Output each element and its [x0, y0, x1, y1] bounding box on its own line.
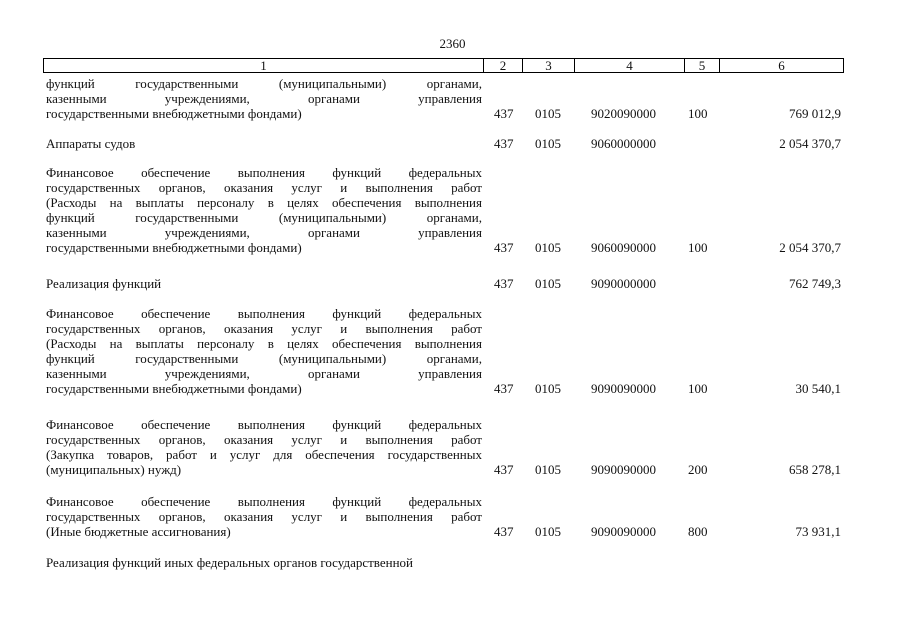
cell-c4: 9090090000	[591, 381, 656, 396]
cell-c4: 9090090000	[591, 524, 656, 539]
description-line: Реализация функций иных федеральных органов государственной	[46, 555, 414, 570]
cell-c6: 30 540,1	[795, 381, 841, 396]
description-line: государственных органов, оказания услуг и выполнения работ	[46, 180, 482, 195]
cell-c4: 9060000000	[591, 136, 656, 151]
row-description	[46, 306, 482, 396]
column-header-4: 4	[575, 59, 685, 73]
description-line: государственных органов, оказания услуг и выполнения работ	[46, 432, 482, 447]
row-description	[46, 494, 482, 539]
description-line: государственными внебюджетными фондами)	[46, 106, 302, 121]
cell-c4: 9020090000	[591, 106, 656, 121]
row-description	[46, 165, 482, 255]
column-header-2: 2	[484, 59, 523, 73]
cell-c6: 769 012,9	[789, 106, 841, 121]
description-line: казенными учреждениями, органами управления	[46, 91, 482, 106]
description-line: (муниципальных) нужд)	[46, 462, 182, 477]
cell-c2: 437	[494, 462, 514, 477]
description-line: (Расходы на выплаты персоналу в целях обеспечения выполнения	[46, 195, 482, 210]
cell-c6: 2 054 370,7	[779, 240, 841, 255]
cell-c5: 800	[688, 524, 708, 539]
cell-c2: 437	[494, 524, 514, 539]
cell-c2: 437	[494, 240, 514, 255]
description-line: (Закупка товаров, работ и услуг для обеспечения государственных	[46, 447, 482, 462]
description-line: (Иные бюджетные ассигнования)	[46, 524, 231, 539]
row-description	[46, 76, 482, 121]
cell-c3: 0105	[535, 524, 561, 539]
row-description	[46, 136, 482, 151]
column-header-5: 5	[685, 59, 720, 73]
column-header-row	[43, 58, 844, 73]
cell-c3: 0105	[535, 136, 561, 151]
description-line: Финансовое обеспечение выполнения функций федеральных	[46, 494, 482, 509]
column-header-1: 1	[44, 59, 484, 73]
cell-c2: 437	[494, 136, 514, 151]
row-description	[46, 417, 482, 477]
description-line: государственных органов, оказания услуг и выполнения работ	[46, 321, 482, 336]
description-line: государственными внебюджетными фондами)	[46, 240, 302, 255]
description-line: Аппараты судов	[46, 136, 136, 151]
description-line: (Расходы на выплаты персоналу в целях обеспечения выполнения	[46, 336, 482, 351]
cell-c4: 9060090000	[591, 240, 656, 255]
description-line: Финансовое обеспечение выполнения функций федеральных	[46, 165, 482, 180]
column-header-3: 3	[523, 59, 575, 73]
description-line: Реализация функций	[46, 276, 162, 291]
cell-c6: 73 931,1	[795, 524, 841, 539]
column-header-6: 6	[720, 59, 844, 73]
description-line: функций государственными (муниципальными) органами,	[46, 351, 482, 366]
cell-c6: 2 054 370,7	[779, 136, 841, 151]
description-line: Финансовое обеспечение выполнения функций федеральных	[46, 306, 482, 321]
description-line: функций государственными (муниципальными) органами,	[46, 76, 482, 91]
description-line: государственными внебюджетными фондами)	[46, 381, 302, 396]
cell-c5: 200	[688, 462, 708, 477]
row-description	[46, 276, 482, 291]
cell-c4: 9090090000	[591, 462, 656, 477]
cell-c2: 437	[494, 106, 514, 121]
row-description	[46, 555, 482, 570]
description-line: казенными учреждениями, органами управления	[46, 366, 482, 381]
cell-c6: 762 749,3	[789, 276, 841, 291]
cell-c2: 437	[494, 381, 514, 396]
description-line: Финансовое обеспечение выполнения функций федеральных	[46, 417, 482, 432]
cell-c3: 0105	[535, 381, 561, 396]
description-line: государственных органов, оказания услуг и выполнения работ	[46, 509, 482, 524]
cell-c3: 0105	[535, 106, 561, 121]
cell-c4: 9090000000	[591, 276, 656, 291]
cell-c3: 0105	[535, 462, 561, 477]
cell-c3: 0105	[535, 276, 561, 291]
cell-c2: 437	[494, 276, 514, 291]
description-line: казенными учреждениями, органами управления	[46, 225, 482, 240]
cell-c5: 100	[688, 381, 708, 396]
cell-c5: 100	[688, 240, 708, 255]
page-number: 2360	[439, 36, 466, 51]
description-line: функций государственными (муниципальными) органами,	[46, 210, 482, 225]
cell-c3: 0105	[535, 240, 561, 255]
cell-c5: 100	[688, 106, 708, 121]
cell-c6: 658 278,1	[789, 462, 841, 477]
